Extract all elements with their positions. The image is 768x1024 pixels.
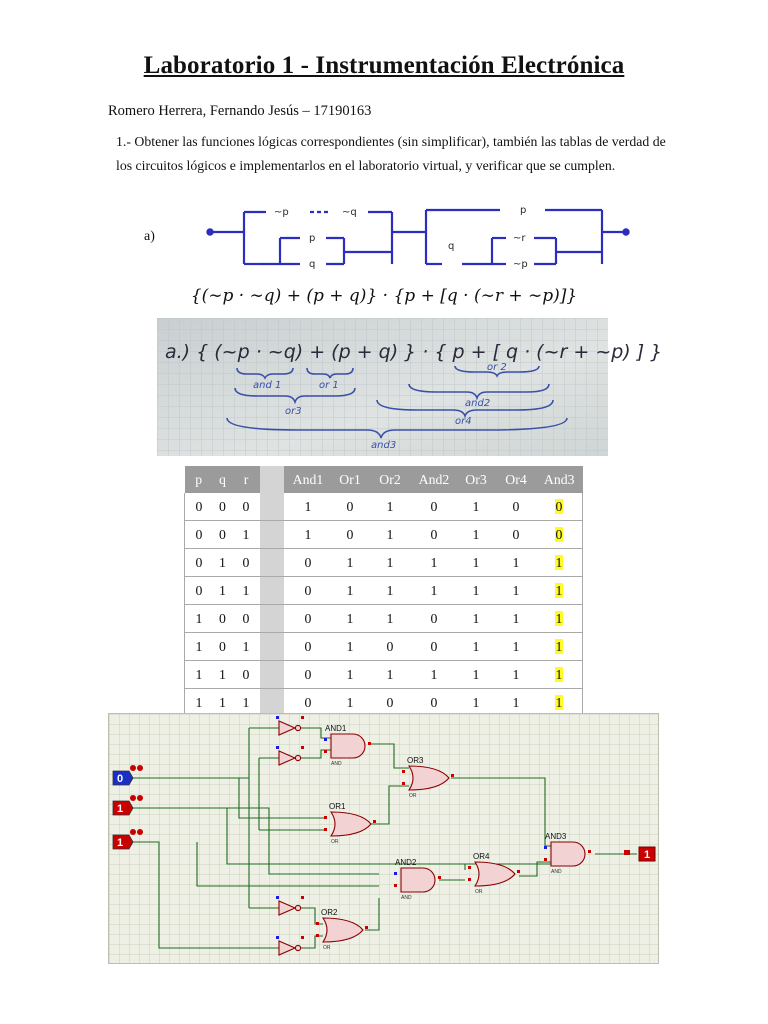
table-cell <box>536 633 583 661</box>
table-cell: 1 <box>496 661 536 689</box>
truth-table-header <box>185 466 583 493</box>
handwritten-photo <box>157 318 663 456</box>
or1-gate-label: OR1 <box>329 802 346 811</box>
table-cell: 0 <box>284 661 332 689</box>
table-cell <box>536 493 583 521</box>
and3-highlighted-value: 0 <box>555 526 563 542</box>
table-cell: 1 <box>368 521 412 549</box>
table-cell <box>536 549 583 577</box>
inverter-not-r-probe-out <box>301 896 304 899</box>
and1-gate-probe-a <box>324 738 327 741</box>
table-cell: 0 <box>368 689 412 717</box>
table-cell: 0 <box>284 633 332 661</box>
table-cell: 1 <box>496 633 536 661</box>
input-probe-dot <box>137 765 143 771</box>
table-cell: 0 <box>412 633 456 661</box>
and3-highlighted-value: 1 <box>555 610 563 626</box>
table-cell: 1 <box>368 605 412 633</box>
table-cell: 0 <box>332 493 368 521</box>
table-cell <box>536 521 583 549</box>
table-spacer-cell <box>260 521 284 549</box>
table-row <box>185 577 583 605</box>
logic-simulation <box>108 713 659 964</box>
table-cell: 0 <box>412 605 456 633</box>
table-cell: 1 <box>412 661 456 689</box>
table-cell: 1 <box>332 633 368 661</box>
table-cell: 0 <box>185 493 214 521</box>
table-cell: 1 <box>368 661 412 689</box>
table-cell: 1 <box>185 661 214 689</box>
switch-label-not-p: ~p <box>274 207 289 218</box>
and1-gate-probe-out <box>368 742 371 745</box>
or1-gate-type: OR <box>331 839 339 845</box>
inverter-not-r-probe-in <box>276 896 279 899</box>
table-cell: 0 <box>185 577 214 605</box>
table-cell: 1 <box>232 577 260 605</box>
or2-gate-label: OR2 <box>321 908 338 917</box>
or1-gate-probe-b <box>324 828 327 831</box>
table-row <box>185 549 583 577</box>
table-cell <box>536 605 583 633</box>
logic-formula: {(∼p · ∼q) + (p + q)} · {p + [q · (∼r + ∼p)]} <box>190 286 578 306</box>
logic-input-value: 1 <box>116 837 124 849</box>
or3-gate-type: OR <box>409 793 417 799</box>
table-cell: 1 <box>332 577 368 605</box>
or3-gate-probe-b <box>402 782 405 785</box>
table-cell: 0 <box>232 493 260 521</box>
or4-gate-probe-b <box>468 878 471 881</box>
table-cell: 0 <box>232 549 260 577</box>
table-cell: 1 <box>496 689 536 717</box>
table-row <box>185 521 583 549</box>
table-cell <box>536 661 583 689</box>
or1-gate-probe-out <box>373 820 376 823</box>
table-cell: 0 <box>496 493 536 521</box>
table-cell: 1 <box>213 577 232 605</box>
and3-highlighted-value: 0 <box>555 498 563 514</box>
table-cell: 0 <box>496 521 536 549</box>
table-cell: 1 <box>332 689 368 717</box>
input-probe-dot <box>137 829 143 835</box>
table-cell: 0 <box>185 549 214 577</box>
or2-gate-probe-out <box>365 926 368 929</box>
header-or1: Or1 <box>332 466 368 493</box>
table-cell: 0 <box>284 689 332 717</box>
table-spacer-cell <box>260 661 284 689</box>
switch-label-not-r: ~r <box>513 233 526 244</box>
header-and2: And2 <box>412 466 456 493</box>
inverter-not-p-probe-in <box>276 716 279 719</box>
table-cell: 0 <box>368 633 412 661</box>
inverter-not-p-2-probe-out <box>301 936 304 939</box>
and1-gate-type: AND <box>331 761 342 767</box>
handwritten-and1: and 1 <box>253 380 282 391</box>
table-cell <box>536 577 583 605</box>
inverter-not-p-probe-out <box>301 716 304 719</box>
or2-gate-probe-a <box>316 922 319 925</box>
table-cell: 1 <box>332 661 368 689</box>
table-cell: 1 <box>412 549 456 577</box>
and2-gate-probe-b <box>394 884 397 887</box>
table-cell: 1 <box>456 521 496 549</box>
table-row <box>185 605 583 633</box>
handwritten-and3: and3 <box>371 440 397 451</box>
and3-gate-type: AND <box>551 869 562 875</box>
switch-label-p-right: p <box>520 205 527 216</box>
table-cell: 0 <box>213 493 232 521</box>
header-p: p <box>185 466 214 493</box>
table-cell: 1 <box>232 521 260 549</box>
table-cell: 0 <box>284 605 332 633</box>
or4-gate-label: OR4 <box>473 852 490 861</box>
header-and3: And3 <box>536 466 583 493</box>
table-cell: 0 <box>284 549 332 577</box>
instructions-line-2: los circuitos lógicos e implementarlos en el laboratorio virtual, y verificar que se cumplen. <box>116 158 616 173</box>
table-cell: 1 <box>284 493 332 521</box>
table-cell: 0 <box>332 521 368 549</box>
output-probe <box>624 850 630 855</box>
handwritten-equation: a.) { (~p · ~q) + (p + q) } · { p + [ q · (~r + ~p) ] } <box>165 341 663 363</box>
or4-gate-probe-out <box>517 870 520 873</box>
part-a-label: a) <box>144 229 155 244</box>
and3-highlighted-value: 1 <box>555 582 563 598</box>
or4-gate-probe-a <box>468 866 471 869</box>
table-spacer-cell <box>260 605 284 633</box>
handwritten-or4: or4 <box>455 416 472 427</box>
header-r: r <box>232 466 260 493</box>
table-cell: 0 <box>232 605 260 633</box>
switch-label-p: p <box>309 233 316 244</box>
table-cell: 1 <box>456 549 496 577</box>
input-probe-dot <box>130 829 136 835</box>
table-cell: 1 <box>368 549 412 577</box>
switch-circuit-diagram <box>200 198 640 278</box>
and3-highlighted-value: 1 <box>555 666 563 682</box>
input-probe-dot <box>130 795 136 801</box>
table-cell: 0 <box>412 493 456 521</box>
or2-gate-probe-b <box>316 934 319 937</box>
instructions <box>116 130 666 178</box>
truth-table <box>184 466 583 717</box>
and2-gate-type: AND <box>401 895 412 901</box>
header-or4: Or4 <box>496 466 536 493</box>
switch-label-q: q <box>309 259 316 270</box>
or3-gate-probe-a <box>402 770 405 773</box>
table-cell: 1 <box>456 577 496 605</box>
handwritten-and2: and2 <box>465 398 491 409</box>
table-cell: 0 <box>213 605 232 633</box>
table-spacer-cell <box>260 633 284 661</box>
switch-label-not-q: ~q <box>342 207 357 218</box>
and1-gate-label: AND1 <box>325 724 347 733</box>
or4-gate-type: OR <box>475 889 483 895</box>
inverter-not-q-probe-out <box>301 746 304 749</box>
table-cell: 1 <box>284 521 332 549</box>
table-cell: 1 <box>496 605 536 633</box>
or2-gate-type: OR <box>323 945 331 951</box>
switch-label-q-right: q <box>448 241 455 252</box>
table-cell: 1 <box>456 605 496 633</box>
document-title: Laboratorio 1 - Instrumentación Electrónica <box>143 52 625 79</box>
table-cell: 1 <box>213 549 232 577</box>
handwritten-or2: or 2 <box>487 362 507 373</box>
and3-highlighted-value: 1 <box>555 554 563 570</box>
table-cell: 1 <box>412 577 456 605</box>
input-probe-dot <box>137 795 143 801</box>
author-line: Romero Herrera, Fernando Jesús – 17190163 <box>108 103 372 119</box>
header-spacer <box>260 466 284 493</box>
and2-gate-probe-a <box>394 872 397 875</box>
logic-input-value: 1 <box>116 803 124 815</box>
and3-gate-probe-b <box>544 858 547 861</box>
table-cell: 1 <box>332 549 368 577</box>
table-spacer-cell <box>260 577 284 605</box>
and2-gate-label: AND2 <box>395 858 417 867</box>
table-cell: 1 <box>456 493 496 521</box>
table-cell: 1 <box>213 661 232 689</box>
input-probe-dot <box>130 765 136 771</box>
table-spacer-cell <box>260 493 284 521</box>
or3-gate-label: OR3 <box>407 756 424 765</box>
table-row <box>185 493 583 521</box>
table-cell: 1 <box>368 577 412 605</box>
table-cell: 1 <box>232 689 260 717</box>
header-or2: Or2 <box>368 466 412 493</box>
output-value: 1 <box>643 849 651 861</box>
inverter-not-q-probe-in <box>276 746 279 749</box>
table-cell: 0 <box>232 661 260 689</box>
inverter-not-p-2-probe-in <box>276 936 279 939</box>
table-cell: 1 <box>185 605 214 633</box>
table-cell: 0 <box>284 577 332 605</box>
table-cell: 0 <box>213 521 232 549</box>
handwritten-or3: or3 <box>285 406 302 417</box>
table-cell: 0 <box>185 521 214 549</box>
table-row <box>185 633 583 661</box>
table-row <box>185 661 583 689</box>
table-cell: 0 <box>412 521 456 549</box>
and1-gate-probe-b <box>324 750 327 753</box>
and3-gate-probe-out <box>588 850 591 853</box>
table-cell: 1 <box>185 689 214 717</box>
table-cell: 1 <box>496 549 536 577</box>
table-spacer-cell <box>260 549 284 577</box>
header-and1: And1 <box>284 466 332 493</box>
logic-input-value: 0 <box>116 773 124 785</box>
table-cell: 1 <box>213 689 232 717</box>
header-or3: Or3 <box>456 466 496 493</box>
or3-gate-probe-out <box>451 774 454 777</box>
and3-highlighted-value: 1 <box>555 694 563 710</box>
table-cell: 1 <box>456 633 496 661</box>
table-cell: 1 <box>332 605 368 633</box>
table-cell: 1 <box>496 577 536 605</box>
table-cell: 1 <box>185 633 214 661</box>
table-cell: 1 <box>456 661 496 689</box>
table-cell: 1 <box>456 689 496 717</box>
and3-gate-label: AND3 <box>545 832 567 841</box>
table-cell: 0 <box>213 633 232 661</box>
and2-gate-probe-out <box>438 876 441 879</box>
switch-label-not-p-right: ~p <box>513 259 528 270</box>
handwritten-or1: or 1 <box>319 380 339 391</box>
instructions-line-1: 1.- Obtener las funciones lógicas correspondientes (sin simplificar), también las tablas de verdad de <box>116 134 666 149</box>
table-cell: 0 <box>412 689 456 717</box>
or1-gate-probe-a <box>324 816 327 819</box>
table-cell: 1 <box>368 493 412 521</box>
and3-highlighted-value: 1 <box>555 638 563 654</box>
and3-gate-probe-a <box>544 846 547 849</box>
header-q: q <box>213 466 232 493</box>
table-cell: 1 <box>232 633 260 661</box>
